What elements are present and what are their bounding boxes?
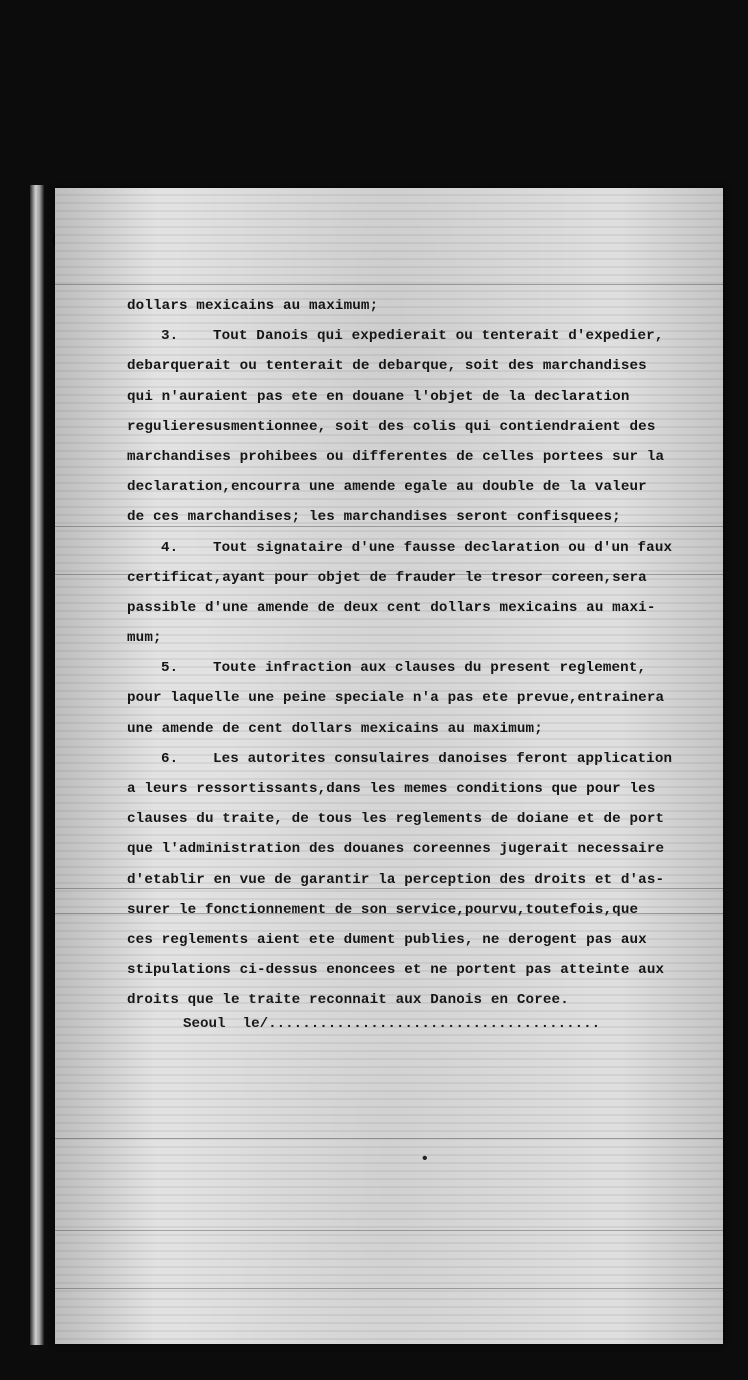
text-line: stipulations ci-dessus enoncees et ne portent pas atteinte aux: [127, 962, 665, 979]
text-line: mum;: [127, 630, 162, 647]
text-line: certificat,ayant pour objet de frauder le tresor coreen,sera: [127, 569, 647, 586]
text-line: regulieresusmentionnee, soit des colis qui contiendraient des: [127, 418, 656, 435]
text-line-item-4: 4. Tout signataire d'une fausse declaration ou d'un faux: [161, 539, 673, 556]
text-line: passible d'une amende de deux cent dollars mexicains au maxi-: [127, 599, 656, 616]
document-body: [127, 291, 712, 1016]
text-line: droits que le traite reconnait aux Danois en Coree.: [127, 992, 569, 1009]
ink-speck: •: [420, 1150, 430, 1168]
text-line: surer le fonctionnement de son service,pourvu,toutefois,que: [127, 901, 639, 918]
text-line: debarquerait ou tenterait de debarque, soit des marchandises: [127, 358, 647, 375]
text-line: une amende de cent dollars mexicains au maximum;: [127, 720, 543, 737]
text-line-item-3: 3. Tout Danois qui expedierait ou tenterait d'expedier,: [161, 328, 664, 345]
text-line: qui n'auraient pas ete en douane l'objet de la declaration: [127, 388, 630, 405]
text-line: a leurs ressortissants,dans les memes conditions que pour les: [127, 781, 656, 797]
film-edge-strip: [30, 185, 44, 1345]
text-line: dollars mexicains au maximum;: [127, 298, 379, 314]
text-line: marchandises prohibees ou differentes de celles portees sur la: [127, 448, 665, 465]
text-line: pour laquelle une peine speciale n'a pas ete prevue,entrainera: [127, 690, 665, 707]
signature-line: Seoul le/.......................................: [183, 1016, 601, 1032]
text-line: declaration,encourra une amende egale au double de la valeur: [127, 479, 647, 496]
document-page: [55, 188, 723, 1344]
text-line: d'etablir en vue de garantir la perception des droits et d'as-: [127, 871, 665, 888]
text-line: que l'administration des douanes coreennes jugerait necessaire: [127, 841, 665, 858]
text-line: clauses du traite, de tous les reglements de doiane et de port: [127, 811, 665, 828]
text-line-item-5: 5. Toute infraction aux clauses du present reglement,: [161, 660, 647, 677]
text-line-item-6: 6. Les autorites consulaires danoises feront application: [161, 750, 673, 767]
text-line: de ces marchandises; les marchandises seront confisquees;: [127, 509, 621, 526]
text-line: ces reglements aient ete dument publies, ne derogent pas aux: [127, 931, 647, 948]
